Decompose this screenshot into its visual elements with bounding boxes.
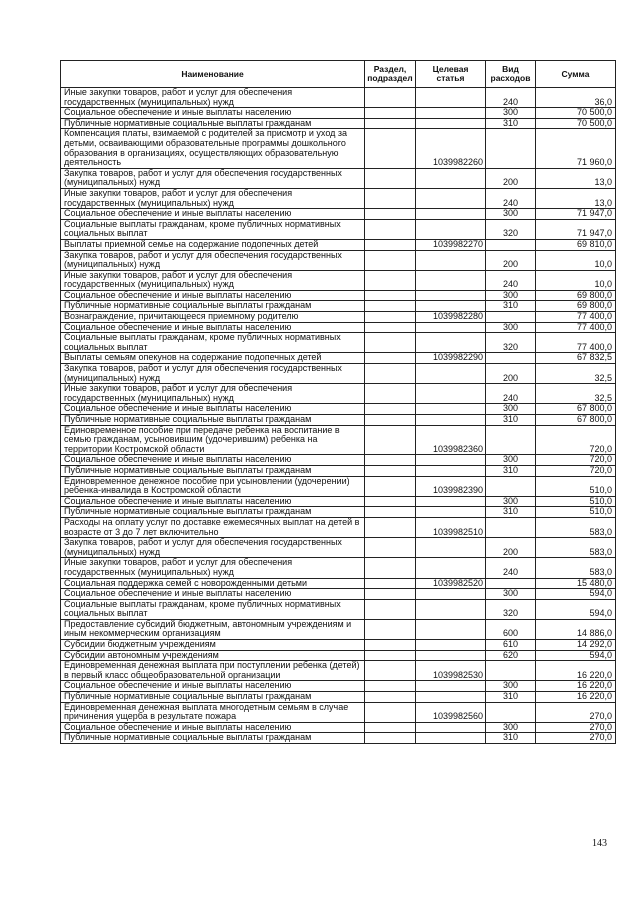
- cell-sum: 594,0: [536, 589, 616, 600]
- cell-section: [365, 733, 416, 744]
- cell-section: [365, 404, 416, 415]
- cell-type: 300: [486, 209, 536, 220]
- table-row: [61, 619, 616, 639]
- table-row: [61, 465, 616, 476]
- cell-type: [486, 312, 536, 323]
- cell-type: 240: [486, 384, 536, 404]
- cell-sum: 270,0: [536, 722, 616, 733]
- table-header-row: [61, 61, 616, 88]
- cell-target: 1039982510: [416, 517, 486, 537]
- cell-target: [416, 619, 486, 639]
- cell-target: 1039982270: [416, 239, 486, 250]
- cell-type: [486, 578, 536, 589]
- cell-type: 300: [486, 722, 536, 733]
- cell-section: [365, 640, 416, 651]
- cell-sum: 67 832,5: [536, 353, 616, 364]
- cell-section: [365, 558, 416, 578]
- cell-target: [416, 507, 486, 518]
- cell-type: 300: [486, 290, 536, 301]
- cell-sum: 720,0: [536, 425, 616, 455]
- cell-sum: 720,0: [536, 455, 616, 466]
- cell-name: Социальные выплаты гражданам, кроме публичных нормативных социальных выплат: [61, 219, 365, 239]
- cell-target: [416, 301, 486, 312]
- cell-name: Вознаграждение, причитающееся приемному родителю: [61, 312, 365, 323]
- cell-name: Социальное обеспечение и иные выплаты населению: [61, 290, 365, 301]
- cell-type: 240: [486, 558, 536, 578]
- cell-target: [416, 88, 486, 108]
- cell-sum: 16 220,0: [536, 661, 616, 681]
- cell-name: Публичные нормативные социальные выплаты гражданам: [61, 507, 365, 518]
- table-row: [61, 250, 616, 270]
- cell-sum: 14 292,0: [536, 640, 616, 651]
- cell-sum: 583,0: [536, 538, 616, 558]
- cell-target: [416, 650, 486, 661]
- cell-sum: 71 947,0: [536, 219, 616, 239]
- cell-name: Публичные нормативные социальные выплаты гражданам: [61, 465, 365, 476]
- cell-type: 620: [486, 650, 536, 661]
- cell-section: [365, 465, 416, 476]
- page-number: 143: [592, 838, 607, 849]
- cell-section: [365, 681, 416, 692]
- cell-sum: 10,0: [536, 250, 616, 270]
- cell-type: 300: [486, 108, 536, 119]
- cell-sum: 270,0: [536, 702, 616, 722]
- cell-target: [416, 219, 486, 239]
- cell-name: Публичные нормативные социальные выплаты гражданам: [61, 733, 365, 744]
- cell-name: Единовременное пособие при передаче ребенка на воспитание в семью гражданам, усыновившим (удочерившим) ребенка на территории Костромской области: [61, 425, 365, 455]
- table-row: [61, 517, 616, 537]
- cell-name: Социальные выплаты гражданам, кроме публичных нормативных социальных выплат: [61, 599, 365, 619]
- cell-section: [365, 118, 416, 129]
- cell-target: [416, 290, 486, 301]
- table-row: [61, 558, 616, 578]
- cell-sum: 77 400,0: [536, 322, 616, 333]
- table-row: [61, 425, 616, 455]
- cell-target: [416, 538, 486, 558]
- cell-name: Субсидии бюджетным учреждениям: [61, 640, 365, 651]
- cell-type: 300: [486, 322, 536, 333]
- cell-type: [486, 517, 536, 537]
- cell-target: [416, 733, 486, 744]
- table-row: [61, 384, 616, 404]
- cell-section: [365, 722, 416, 733]
- table-row: [61, 188, 616, 208]
- cell-type: [486, 476, 536, 496]
- table-row: [61, 692, 616, 703]
- cell-type: 310: [486, 733, 536, 744]
- cell-sum: 69 810,0: [536, 239, 616, 250]
- cell-type: 200: [486, 364, 536, 384]
- table-row: [61, 322, 616, 333]
- cell-target: 1039982280: [416, 312, 486, 323]
- cell-target: 1039982290: [416, 353, 486, 364]
- table-row: [61, 404, 616, 415]
- cell-type: 300: [486, 681, 536, 692]
- cell-target: [416, 188, 486, 208]
- cell-sum: 15 480,0: [536, 578, 616, 589]
- cell-target: [416, 404, 486, 415]
- cell-type: 240: [486, 188, 536, 208]
- cell-type: 310: [486, 692, 536, 703]
- cell-sum: 270,0: [536, 733, 616, 744]
- cell-type: 310: [486, 301, 536, 312]
- cell-name: Расходы на оплату услуг по доставке ежемесячных выплат на детей в возрасте от 3 до 7 лет включительно: [61, 517, 365, 537]
- header-sum: Сумма: [536, 61, 616, 88]
- table-row: [61, 702, 616, 722]
- cell-sum: 71 960,0: [536, 129, 616, 168]
- cell-target: 1039982390: [416, 476, 486, 496]
- cell-type: 320: [486, 219, 536, 239]
- cell-name: Социальные выплаты гражданам, кроме публичных нормативных социальных выплат: [61, 333, 365, 353]
- cell-sum: 583,0: [536, 517, 616, 537]
- cell-section: [365, 507, 416, 518]
- cell-type: 200: [486, 538, 536, 558]
- cell-target: 1039982560: [416, 702, 486, 722]
- cell-sum: 13,0: [536, 168, 616, 188]
- cell-sum: 510,0: [536, 507, 616, 518]
- cell-type: 200: [486, 168, 536, 188]
- table-row: [61, 476, 616, 496]
- cell-section: [365, 219, 416, 239]
- table-row: [61, 578, 616, 589]
- table-row: [61, 353, 616, 364]
- cell-type: 310: [486, 118, 536, 129]
- cell-name: Социальная поддержка семей с новорожденными детьми: [61, 578, 365, 589]
- cell-name: Социальное обеспечение и иные выплаты населению: [61, 404, 365, 415]
- cell-name: Социальное обеспечение и иные выплаты населению: [61, 589, 365, 600]
- cell-sum: 13,0: [536, 188, 616, 208]
- cell-target: [416, 118, 486, 129]
- table-row: [61, 538, 616, 558]
- cell-type: [486, 661, 536, 681]
- header-name: Наименование: [61, 61, 365, 88]
- cell-name: Иные закупки товаров, работ и услуг для обеспечения государственных (муниципальных) нужд: [61, 188, 365, 208]
- cell-sum: 10,0: [536, 270, 616, 290]
- table-row: [61, 640, 616, 651]
- cell-name: Субсидии автономным учреждениям: [61, 650, 365, 661]
- cell-type: 240: [486, 270, 536, 290]
- cell-target: [416, 333, 486, 353]
- cell-name: Иные закупки товаров, работ и услуг для обеспечения государственных (муниципальных) нужд: [61, 270, 365, 290]
- cell-target: [416, 209, 486, 220]
- cell-target: 1039982360: [416, 425, 486, 455]
- cell-section: [365, 108, 416, 119]
- cell-target: [416, 722, 486, 733]
- cell-type: 300: [486, 455, 536, 466]
- cell-name: Закупка товаров, работ и услуг для обеспечения государственных (муниципальных) нужд: [61, 250, 365, 270]
- cell-section: [365, 290, 416, 301]
- cell-target: [416, 589, 486, 600]
- cell-target: [416, 465, 486, 476]
- cell-name: Единовременная денежная выплата при поступлении ребенка (детей) в первый класс общеобразовательной организации: [61, 661, 365, 681]
- cell-name: Закупка товаров, работ и услуг для обеспечения государственных (муниципальных) нужд: [61, 364, 365, 384]
- cell-target: [416, 108, 486, 119]
- cell-target: [416, 640, 486, 651]
- cell-target: [416, 322, 486, 333]
- cell-type: 600: [486, 619, 536, 639]
- cell-section: [365, 589, 416, 600]
- cell-section: [365, 538, 416, 558]
- table-row: [61, 239, 616, 250]
- cell-sum: 77 400,0: [536, 312, 616, 323]
- table-row: [61, 129, 616, 168]
- cell-sum: 67 800,0: [536, 404, 616, 415]
- cell-name: Единовременная денежная выплата многодетным семьям в случае причинения ущерба в результате пожара: [61, 702, 365, 722]
- cell-type: 320: [486, 333, 536, 353]
- budget-table: [60, 60, 616, 744]
- table-row: [61, 88, 616, 108]
- cell-section: [365, 619, 416, 639]
- cell-section: [365, 692, 416, 703]
- cell-target: 1039982530: [416, 661, 486, 681]
- cell-sum: 16 220,0: [536, 681, 616, 692]
- cell-type: 300: [486, 589, 536, 600]
- cell-name: Закупка товаров, работ и услуг для обеспечения государственных (муниципальных) нужд: [61, 538, 365, 558]
- cell-section: [365, 353, 416, 364]
- table-row: [61, 301, 616, 312]
- cell-type: 310: [486, 507, 536, 518]
- cell-name: Публичные нормативные социальные выплаты гражданам: [61, 301, 365, 312]
- cell-target: [416, 692, 486, 703]
- cell-sum: 69 800,0: [536, 290, 616, 301]
- table-row: [61, 599, 616, 619]
- cell-section: [365, 168, 416, 188]
- cell-sum: 594,0: [536, 650, 616, 661]
- cell-section: [365, 312, 416, 323]
- cell-name: Закупка товаров, работ и услуг для обеспечения государственных (муниципальных) нужд: [61, 168, 365, 188]
- cell-sum: 594,0: [536, 599, 616, 619]
- cell-name: Публичные нормативные социальные выплаты гражданам: [61, 118, 365, 129]
- cell-section: [365, 239, 416, 250]
- table-row: [61, 118, 616, 129]
- cell-section: [365, 322, 416, 333]
- cell-section: [365, 476, 416, 496]
- cell-name: Выплаты приемной семье на содержание подопечных детей: [61, 239, 365, 250]
- cell-type: [486, 129, 536, 168]
- cell-section: [365, 496, 416, 507]
- cell-target: 1039982260: [416, 129, 486, 168]
- cell-section: [365, 702, 416, 722]
- cell-section: [365, 188, 416, 208]
- cell-section: [365, 384, 416, 404]
- table-row: [61, 681, 616, 692]
- cell-sum: 14 886,0: [536, 619, 616, 639]
- table-row: [61, 333, 616, 353]
- table-row: [61, 108, 616, 119]
- cell-section: [365, 250, 416, 270]
- cell-name: Публичные нормативные социальные выплаты гражданам: [61, 692, 365, 703]
- cell-section: [365, 599, 416, 619]
- cell-section: [365, 517, 416, 537]
- cell-name: Выплаты семьям опекунов на содержание подопечных детей: [61, 353, 365, 364]
- cell-section: [365, 364, 416, 384]
- cell-name: Предоставление субсидий бюджетным, автономным учреждениям и иным некоммерческим организациям: [61, 619, 365, 639]
- cell-target: [416, 364, 486, 384]
- cell-section: [365, 209, 416, 220]
- table-row: [61, 415, 616, 426]
- cell-target: 1039982520: [416, 578, 486, 589]
- cell-type: 320: [486, 599, 536, 619]
- cell-sum: 77 400,0: [536, 333, 616, 353]
- cell-name: Социальное обеспечение и иные выплаты населению: [61, 209, 365, 220]
- cell-type: [486, 353, 536, 364]
- cell-target: [416, 599, 486, 619]
- cell-section: [365, 650, 416, 661]
- header-type: Вид расходов: [486, 61, 536, 88]
- table-row: [61, 589, 616, 600]
- table-row: [61, 722, 616, 733]
- table-row: [61, 661, 616, 681]
- cell-sum: 67 800,0: [536, 415, 616, 426]
- cell-target: [416, 270, 486, 290]
- header-target: Целевая статья: [416, 61, 486, 88]
- cell-section: [365, 455, 416, 466]
- table-row: [61, 496, 616, 507]
- cell-type: [486, 239, 536, 250]
- cell-target: [416, 250, 486, 270]
- cell-type: 200: [486, 250, 536, 270]
- cell-sum: 16 220,0: [536, 692, 616, 703]
- cell-target: [416, 496, 486, 507]
- cell-target: [416, 558, 486, 578]
- cell-target: [416, 415, 486, 426]
- cell-name: Иные закупки товаров, работ и услуг для обеспечения государственных (муниципальных) нужд: [61, 88, 365, 108]
- cell-section: [365, 88, 416, 108]
- table-row: [61, 168, 616, 188]
- table-row: [61, 507, 616, 518]
- cell-name: Социальное обеспечение и иные выплаты населению: [61, 322, 365, 333]
- cell-sum: 70 500,0: [536, 118, 616, 129]
- cell-type: 310: [486, 465, 536, 476]
- table-row: [61, 364, 616, 384]
- table-row: [61, 270, 616, 290]
- cell-name: Социальное обеспечение и иные выплаты населению: [61, 455, 365, 466]
- table-row: [61, 209, 616, 220]
- table-row: [61, 312, 616, 323]
- cell-section: [365, 425, 416, 455]
- cell-sum: 71 947,0: [536, 209, 616, 220]
- cell-type: 300: [486, 496, 536, 507]
- cell-name: Компенсация платы, взимаемой с родителей за присмотр и уход за детьми, осваивающими образовательные программы дошкольного образования в организациях, осуществляющих образовательную деятельность: [61, 129, 365, 168]
- table-row: [61, 733, 616, 744]
- cell-sum: 70 500,0: [536, 108, 616, 119]
- cell-type: 610: [486, 640, 536, 651]
- cell-sum: 720,0: [536, 465, 616, 476]
- cell-sum: 510,0: [536, 496, 616, 507]
- cell-sum: 36,0: [536, 88, 616, 108]
- cell-section: [365, 415, 416, 426]
- cell-section: [365, 301, 416, 312]
- cell-section: [365, 578, 416, 589]
- cell-sum: 32,5: [536, 364, 616, 384]
- cell-name: Социальное обеспечение и иные выплаты населению: [61, 681, 365, 692]
- cell-sum: 510,0: [536, 476, 616, 496]
- table-row: [61, 290, 616, 301]
- cell-name: Единовременное денежное пособие при усыновлении (удочерении) ребенка-инвалида в Костромской области: [61, 476, 365, 496]
- cell-name: Социальное обеспечение и иные выплаты населению: [61, 108, 365, 119]
- table-row: [61, 219, 616, 239]
- cell-target: [416, 168, 486, 188]
- cell-sum: 583,0: [536, 558, 616, 578]
- table-row: [61, 650, 616, 661]
- cell-type: 310: [486, 415, 536, 426]
- cell-type: [486, 425, 536, 455]
- cell-sum: 69 800,0: [536, 301, 616, 312]
- cell-section: [365, 129, 416, 168]
- cell-target: [416, 455, 486, 466]
- cell-type: 300: [486, 404, 536, 415]
- cell-type: [486, 702, 536, 722]
- cell-target: [416, 384, 486, 404]
- cell-name: Социальное обеспечение и иные выплаты населению: [61, 722, 365, 733]
- header-section: Раздел, подраздел: [365, 61, 416, 88]
- cell-section: [365, 270, 416, 290]
- cell-name: Социальное обеспечение и иные выплаты населению: [61, 496, 365, 507]
- cell-name: Публичные нормативные социальные выплаты гражданам: [61, 415, 365, 426]
- cell-name: Иные закупки товаров, работ и услуг для обеспечения государственных (муниципальных) нужд: [61, 558, 365, 578]
- table-row: [61, 455, 616, 466]
- cell-name: Иные закупки товаров, работ и услуг для обеспечения государственных (муниципальных) нужд: [61, 384, 365, 404]
- cell-target: [416, 681, 486, 692]
- cell-type: 240: [486, 88, 536, 108]
- cell-section: [365, 333, 416, 353]
- cell-section: [365, 661, 416, 681]
- cell-sum: 32,5: [536, 384, 616, 404]
